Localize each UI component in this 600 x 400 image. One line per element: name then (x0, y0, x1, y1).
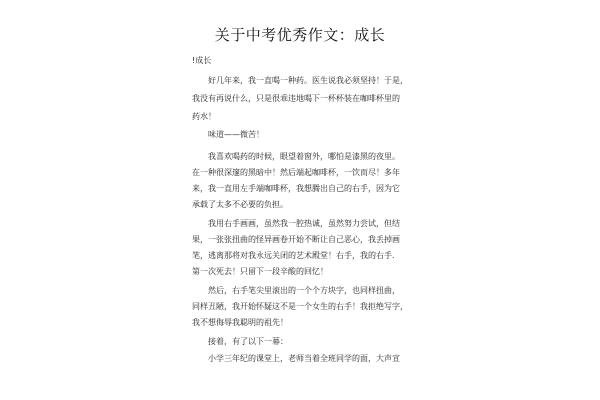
document-title: 关于中考优秀作文：成长 (214, 26, 386, 44)
paragraph-line: 好几年来，我一直喝一种药。医生说我必须坚持！于是， (208, 76, 408, 85)
paragraph-line: 同样丑陋，我开始怀疑这不是一个女生的右手！我拒绝写字， (192, 302, 408, 311)
paragraph-line: 笔，逃离那将对我永远关闭的艺术殿堂！右手，我的右手. (192, 251, 395, 260)
paragraph-line: 小学三年纪的课堂上，老师当着全班同学的面，大声宣 (208, 354, 400, 363)
paragraph-line: 第一次死去！只留下一段辛酸的回忆！ (192, 267, 328, 276)
paragraph-line: 我喜欢喝药的时候，眼望着窗外，哪怕是漆黑的夜里。 (208, 152, 400, 161)
paragraph-line: 然后，右手笔尖里滚出的一个个方块字，也同样扭曲， (208, 286, 400, 295)
paragraph-line: 我没有再说什么，只是很乖违地喝下一杯杯装在咖啡杯里的 (192, 94, 400, 103)
paragraph-line: 我用右手画画，虽然我一腔热诚，虽然努力尝试，但结 (208, 219, 400, 228)
paragraph-line: 果，一张张扭曲的怪异画卷开始不断让自己恶心，我丢掉画 (192, 235, 400, 244)
paragraph-line: 味道——微苦！ (208, 130, 264, 139)
paragraph-line: 来，我一直用左手端咖啡杯，我想腾出自己的右手，因为它 (192, 184, 400, 193)
paragraph-line: 承载了太多不必要的负担。 (192, 200, 288, 209)
paragraph-line: 在一种很深邃的黑暗中！然后端起咖啡杯，一饮而尽！多年 (192, 168, 400, 177)
paragraph-line: 我不想侮辱我聪明的祖先！ (192, 318, 288, 327)
paragraph-line: 接着，有了以下一幕： (208, 337, 288, 346)
paragraph-line: 药水！ (192, 112, 216, 121)
section-heading: !成长 (192, 56, 212, 65)
